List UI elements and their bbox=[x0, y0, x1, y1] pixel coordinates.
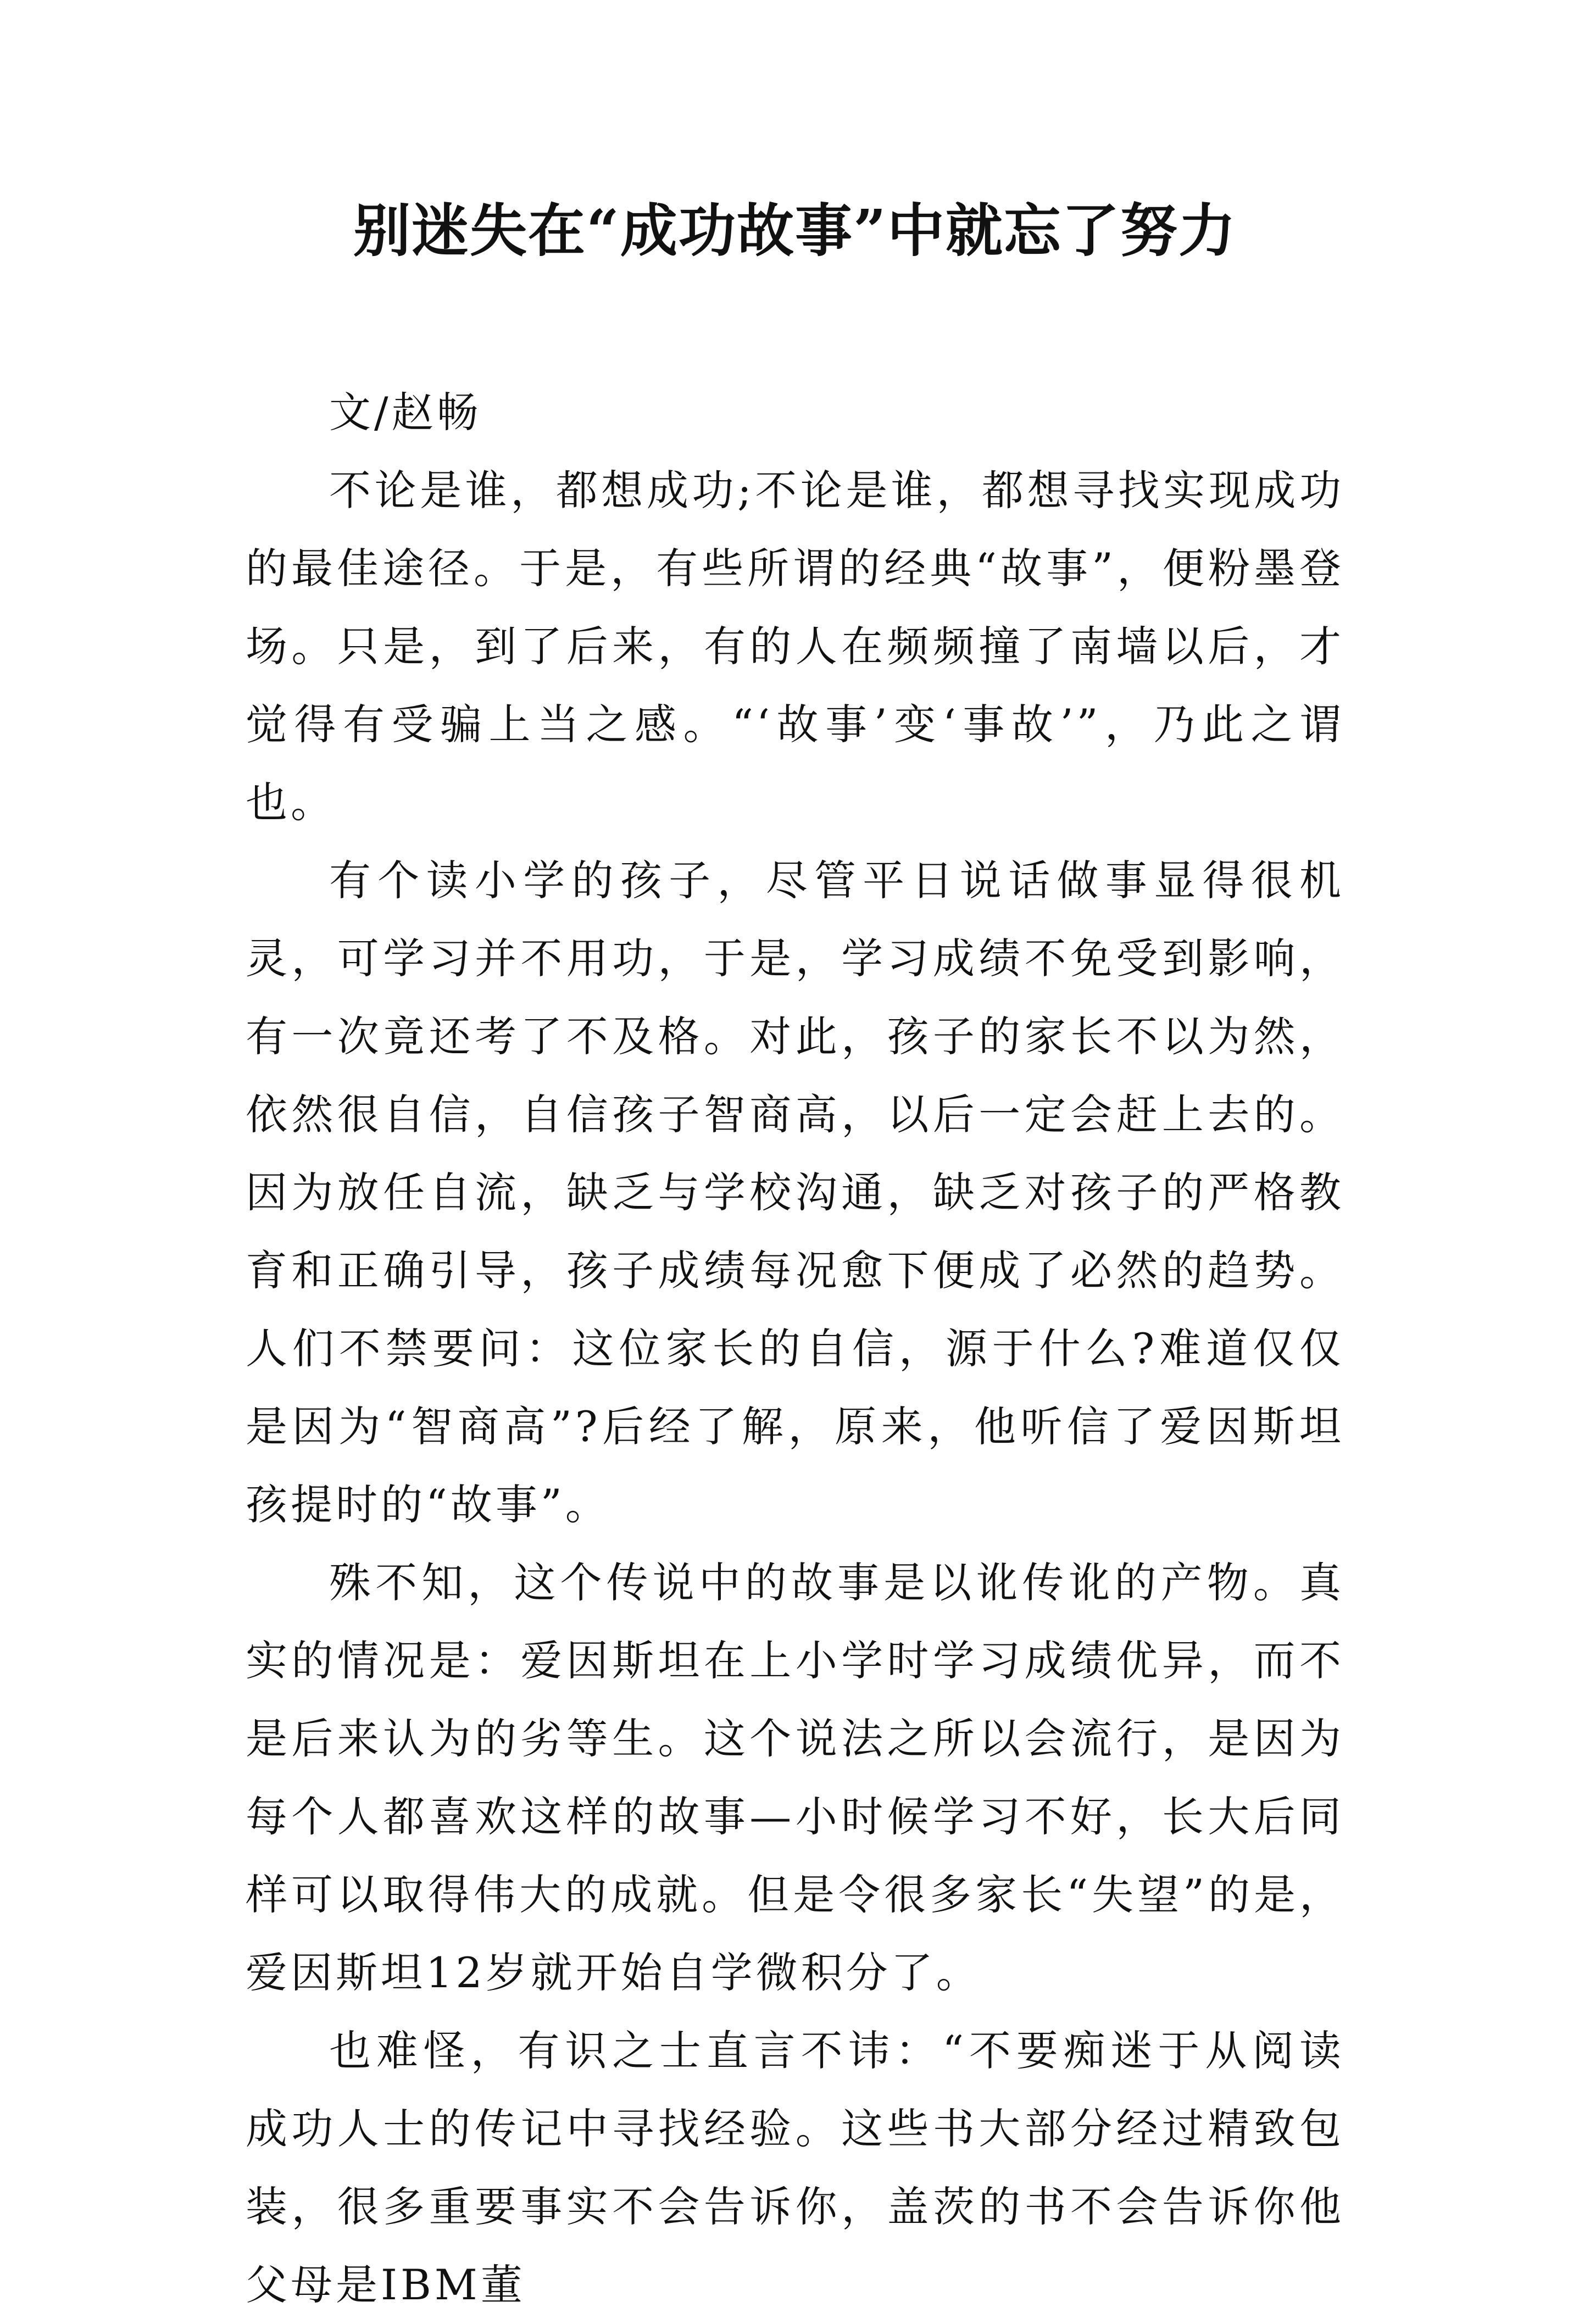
document-title: 别迷失在“成功故事”中就忘了努力 bbox=[353, 197, 1237, 264]
paragraph-2: 有个读小学的孩子，尽管平日说话做事显得很机灵，可学习并不用功，于是，学习成绩不免受到影响，有一次竟还考了不及格。对此，孩子的家长不以为然，依然很自信，自信孩子智商高，以后一定会赶上去的。因为放任自流，缺乏与学校沟通，缺乏对孩子的严格教育和正确引导，孩子成绩每况愈下便成了必然的趋势。人们不禁要问：这位家长的自信，源于什么?难道仅仅是因为“智商高”?后经了解，原来，他听信了爱因斯坦孩提时的“故事”。 bbox=[246, 856, 1344, 1529]
document-body bbox=[246, 374, 1344, 2324]
paragraph-1: 不论是谁，都想成功;不论是谁，都想寻找实现成功的最佳途径。于是，有些所谓的经典“故事”，便粉墨登场。只是，到了后来，有的人在频频撞了南墙以后，才觉得有受骗上当之感。“‘故事’变‘事故’”，乃此之谓也。 bbox=[246, 466, 1344, 827]
paragraph-4: 也难怪，有识之士直言不讳：“不要痴迷于从阅读成功人士的传记中寻找经验。这些书大部分经过精致包装，很多重要事实不会告诉你，盖茨的书不会告诉你他父母是IBM董 bbox=[246, 2026, 1344, 2309]
paragraph-3: 殊不知，这个传说中的故事是以讹传讹的产物。真实的情况是：爱因斯坦在上小学时学习成绩优异，而不是后来认为的劣等生。这个说法之所以会流行，是因为每个人都喜欢这样的故事—小时候学习不好，长大后同样可以取得伟大的成就。但是令很多家长“失望”的是，爱因斯坦12岁就开始自学微积分了。 bbox=[246, 1558, 1344, 1997]
byline: 文/赵畅 bbox=[329, 388, 482, 437]
